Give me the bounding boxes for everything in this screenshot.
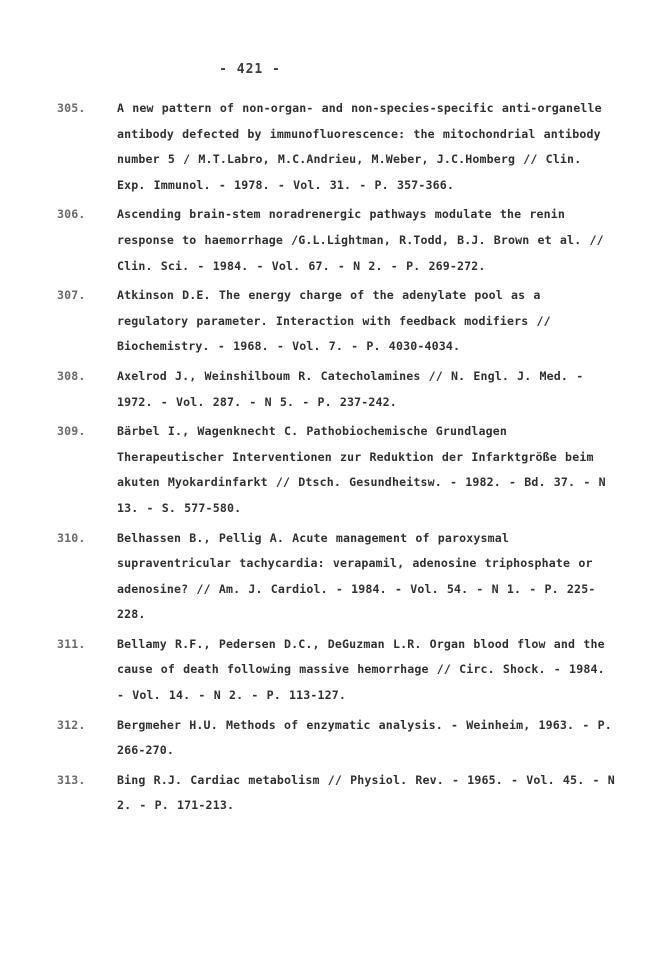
reference-entry-308 bbox=[57, 364, 617, 415]
reference-text: Bing R.J. Cardiac metabolism // Physiol. Rev. - 1965. - Vol. 45. - N 2. - P. 171-213. bbox=[117, 772, 615, 813]
reference-entry-309 bbox=[57, 419, 617, 521]
reference-entry-307 bbox=[57, 283, 617, 360]
reference-text: Belhassen B., Pellig A. Acute management of paroxysmal supraventricular tachycardia: verapamil, adenosine triphosphate or adenosine? // Am. J. Cardiol. - 1984. - Vol. 54. - N 1. - P. 225-228. bbox=[117, 530, 596, 622]
reference-text: Ascending brain-stem noradrenergic pathways modulate the renin response to haemorrhage /G.L.Lightman, R.Todd, B.J. Brown et al. // Clin. Sci. - 1984. - Vol. 67. - N 2. - P. 269-272. bbox=[117, 207, 604, 273]
reference-entry-305 bbox=[57, 96, 617, 198]
reference-number: 308. bbox=[57, 368, 86, 383]
reference-number: 312. bbox=[57, 717, 86, 732]
reference-number: 311. bbox=[57, 636, 86, 651]
reference-number: 306. bbox=[57, 207, 86, 222]
reference-number: 313. bbox=[57, 772, 86, 787]
reference-entry-310 bbox=[57, 526, 617, 628]
reference-number: 310. bbox=[57, 530, 86, 545]
page-number: - 421 - bbox=[219, 62, 281, 77]
reference-entry-313 bbox=[57, 768, 617, 819]
reference-text: Axelrod J., Weinshilboum R. Catecholamines // N. Engl. J. Med. - 1972. - Vol. 287. - N 5. - P. 237-242. bbox=[117, 368, 584, 409]
reference-entry-312 bbox=[57, 713, 617, 764]
reference-text: A new pattern of non-organ- and non-species-specific anti-organelle antibody defected by immunofluorescence: the mitochondrial antibody number 5 / M.T.Labro, M.C.Andrieu, M.Weber, J.C.Homberg // Clin. Exp. Immunol. - 1978. - Vol. 31. - P. 357-366. bbox=[117, 101, 602, 192]
reference-number: 309. bbox=[57, 424, 86, 439]
reference-list bbox=[57, 96, 617, 823]
reference-text: Atkinson D.E. The energy charge of the adenylate pool as a regulatory parameter. Interaction with feedback modifiers // Biochemistry. - 1968. - Vol. 7. - P. 4030-4034. bbox=[117, 288, 551, 354]
reference-entry-311 bbox=[57, 632, 617, 709]
reference-number: 307. bbox=[57, 288, 86, 303]
reference-text: Bellamy R.F., Pedersen D.C., DeGuzman L.R. Organ blood flow and the cause of death following massive hemorrhage // Circ. Shock. - 1984. - Vol. 14. - N 2. - P. 113-127. bbox=[117, 636, 605, 703]
reference-text: Bärbel I., Wagenknecht C. Pathobiochemische Grundlagen Therapeutischer Interventionen zur Reduktion der Infarktgröße beim akuten Myokardinfarkt // Dtsch. Gesundheitsw. - 1982. - Bd. 37. - N 13. - S. 577-580. bbox=[117, 424, 606, 515]
reference-text: Bergmeher H.U. Methods of enzymatic analysis. - Weinheim, 1963. - P. 266-270. bbox=[117, 717, 612, 758]
reference-number: 305. bbox=[57, 101, 86, 115]
reference-entry-306 bbox=[57, 202, 617, 279]
